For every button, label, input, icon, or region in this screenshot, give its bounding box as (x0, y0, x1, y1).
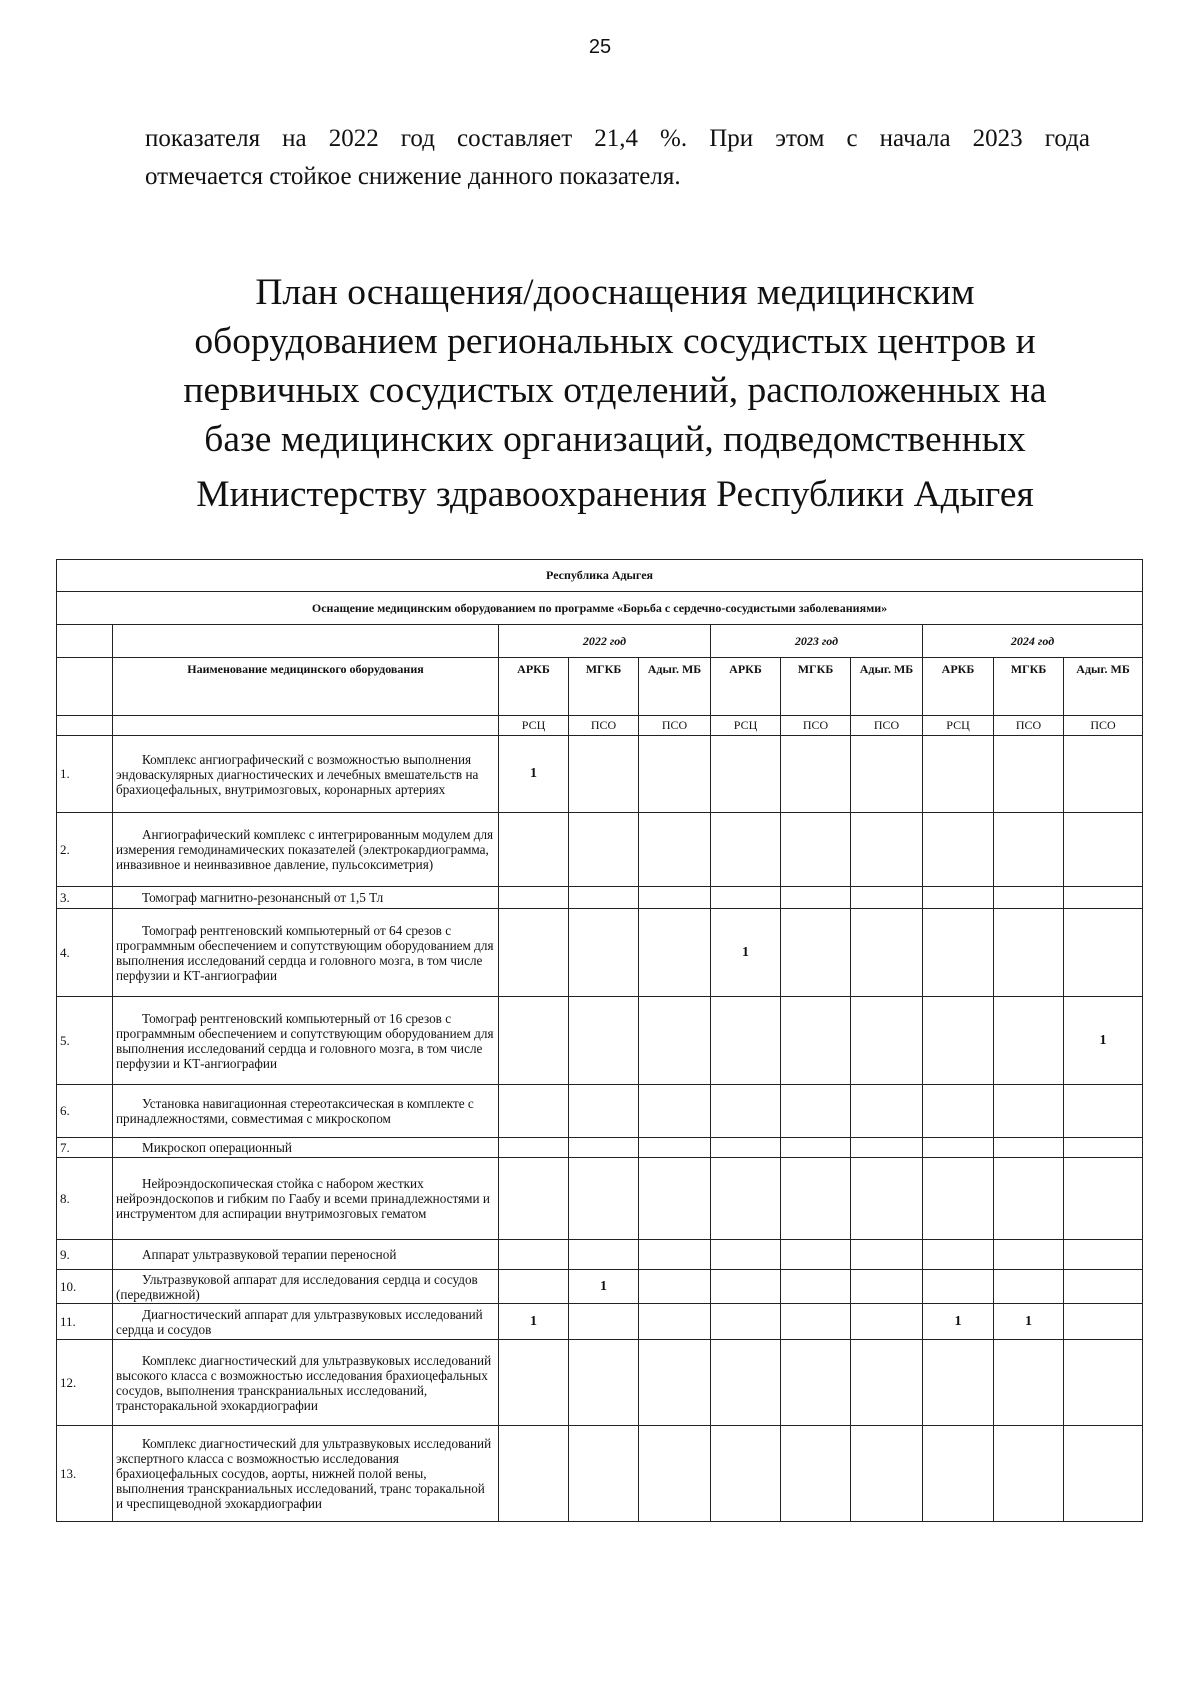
year-2023-header: 2023 год (711, 625, 923, 658)
quantity-cell (994, 1340, 1064, 1426)
quantity-cell (639, 1304, 711, 1340)
type-header: ПСО (781, 716, 851, 736)
equipment-name-header: Наименование медицинского оборудования (113, 658, 499, 716)
years-row (57, 625, 1143, 658)
quantity-cell (639, 1138, 711, 1158)
table-row (57, 909, 1143, 997)
title-line-4: базе медицинских организаций, подведомственных (204, 419, 1026, 460)
quantity-cell (569, 997, 639, 1085)
org-header: МГКБ (781, 658, 851, 716)
quantity-cell (781, 887, 851, 909)
quantity-cell (499, 1158, 569, 1240)
quantity-cell (711, 1240, 781, 1270)
quantity-cell (923, 887, 994, 909)
quantity-cell (923, 909, 994, 997)
quantity-cell: 1 (994, 1304, 1064, 1340)
quantity-cell (499, 1426, 569, 1522)
equipment-table (56, 559, 1143, 1522)
quantity-cell (1064, 1158, 1143, 1240)
table-row (57, 1304, 1143, 1340)
quantity-cell (499, 909, 569, 997)
intro-line-2: отмечается стойкое снижение данного показателя. (145, 163, 681, 190)
quantity-cell (639, 1240, 711, 1270)
quantity-cell (781, 1085, 851, 1138)
quantity-cell (781, 1240, 851, 1270)
equipment-name: Томограф магнитно-резонансный от 1,5 Тл (113, 887, 499, 909)
quantity-cell (781, 1304, 851, 1340)
quantity-cell (1064, 1138, 1143, 1158)
quantity-cell (711, 1340, 781, 1426)
type-header: ПСО (569, 716, 639, 736)
year-2024-header: 2024 год (923, 625, 1143, 658)
quantity-cell (923, 1426, 994, 1522)
quantity-cell (781, 1270, 851, 1304)
quantity-cell (851, 1304, 923, 1340)
quantity-cell (499, 887, 569, 909)
equipment-name: Томограф рентгеновский компьютерный от 64 срезов с программным обеспечением и сопутствующим оборудованием для выполнения исследований сердца и головного мозга, в том числе перфузии и КТ-ангиографии (113, 909, 499, 997)
quantity-cell (994, 887, 1064, 909)
quantity-cell (711, 1270, 781, 1304)
quantity-cell (569, 736, 639, 813)
org-header: МГКБ (994, 658, 1064, 716)
table-row (57, 997, 1143, 1085)
quantity-cell (711, 1426, 781, 1522)
document-title (120, 268, 1110, 519)
intro-line-1: показателя на 2022 год составляет 21,4 %. При этом с начала 2023 года (145, 125, 1090, 152)
quantity-cell (923, 1270, 994, 1304)
quantity-cell (994, 909, 1064, 997)
row-number: 13. (57, 1426, 113, 1522)
equipment-name: Нейроэндоскопическая стойка с набором жестких нейроэндоскопов и гибким по Гаабу и всеми принадлежностями и инструментом для аспирации внутримозговых гематом (113, 1158, 499, 1240)
quantity-cell (569, 1158, 639, 1240)
title-line-2: оборудованием региональных сосудистых центров и (194, 321, 1036, 362)
quantity-cell (711, 1085, 781, 1138)
quantity-cell (851, 813, 923, 887)
quantity-cell (1064, 1304, 1143, 1340)
row-number: 9. (57, 1240, 113, 1270)
quantity-cell (851, 1085, 923, 1138)
equipment-name: Микроскоп операционный (113, 1138, 499, 1158)
table-row (57, 736, 1143, 813)
equipment-name: Комплекс ангиографический с возможностью выполнения эндоваскулярных диагностических и лечебных вмешательств на брахиоцефальных, внутримозговых, коронарных артериях (113, 736, 499, 813)
row-number: 6. (57, 1085, 113, 1138)
quantity-cell (569, 813, 639, 887)
equipment-name: Томограф рентгеновский компьютерный от 16 срезов с программным обеспечением и сопутствующим оборудованием для выполнения исследований сердца и головного мозга, в том числе перфузии и КТ-ангиографии (113, 997, 499, 1085)
equipment-name: Ангиографический комплекс с интегрированным модулем для измерения гемодинамических показателей (электрокардиограмма, инвазивное и неинвазивное давление, пульсоксиметрия) (113, 813, 499, 887)
org-header-row (57, 658, 1143, 716)
org-header: АРКБ (499, 658, 569, 716)
type-header-row (57, 716, 1143, 736)
type-header: РСЦ (923, 716, 994, 736)
quantity-cell (994, 1158, 1064, 1240)
quantity-cell (994, 1240, 1064, 1270)
title-line-5: Министерству здравоохранения Республики Адыгея (196, 474, 1034, 515)
quantity-cell: 1 (1064, 997, 1143, 1085)
table-row (57, 1340, 1143, 1426)
org-header: АРКБ (923, 658, 994, 716)
quantity-cell (994, 1138, 1064, 1158)
quantity-cell (569, 1340, 639, 1426)
quantity-cell (711, 1158, 781, 1240)
equipment-name: Диагностический аппарат для ультразвуковых исследований сердца и сосудов (113, 1304, 499, 1340)
quantity-cell (639, 1340, 711, 1426)
empty-cell (57, 625, 113, 658)
row-number: 12. (57, 1340, 113, 1426)
quantity-cell (923, 736, 994, 813)
quantity-cell (639, 1426, 711, 1522)
quantity-cell (1064, 909, 1143, 997)
table-row (57, 887, 1143, 909)
quantity-cell (499, 1085, 569, 1138)
type-header: ПСО (994, 716, 1064, 736)
quantity-cell (639, 887, 711, 909)
equipment-name: Ультразвуковой аппарат для исследования сердца и сосудов (передвижной) (113, 1270, 499, 1304)
equipment-name: Установка навигационная стереотаксическая в комплекте с принадлежностями, совместимая с микроскопом (113, 1085, 499, 1138)
quantity-cell (994, 1085, 1064, 1138)
row-number: 10. (57, 1270, 113, 1304)
row-number: 3. (57, 887, 113, 909)
quantity-cell (781, 1340, 851, 1426)
quantity-cell (639, 1270, 711, 1304)
quantity-cell: 1 (711, 909, 781, 997)
org-header: Адыг. МБ (851, 658, 923, 716)
quantity-cell (711, 1138, 781, 1158)
quantity-cell (851, 1138, 923, 1158)
quantity-cell (994, 736, 1064, 813)
program-header: Оснащение медицинским оборудованием по программе «Борьба с сердечно-сосудистыми заболеваниями» (57, 592, 1143, 625)
quantity-cell (639, 997, 711, 1085)
row-number: 5. (57, 997, 113, 1085)
quantity-cell: 1 (569, 1270, 639, 1304)
quantity-cell (1064, 736, 1143, 813)
quantity-cell (1064, 1340, 1143, 1426)
quantity-cell (1064, 1426, 1143, 1522)
row-number: 8. (57, 1158, 113, 1240)
quantity-cell (711, 736, 781, 813)
quantity-cell (569, 1304, 639, 1340)
quantity-cell (781, 1158, 851, 1240)
quantity-cell (499, 997, 569, 1085)
quantity-cell (851, 1158, 923, 1240)
quantity-cell (499, 1270, 569, 1304)
quantity-cell (499, 1138, 569, 1158)
year-2022-header: 2022 год (499, 625, 711, 658)
row-number: 2. (57, 813, 113, 887)
quantity-cell (1064, 813, 1143, 887)
empty-cell (113, 625, 499, 658)
org-header: Адыг. МБ (1064, 658, 1143, 716)
org-header: Адыг. МБ (639, 658, 711, 716)
quantity-cell (851, 736, 923, 813)
quantity-cell (994, 813, 1064, 887)
quantity-cell (851, 1270, 923, 1304)
quantity-cell (569, 909, 639, 997)
quantity-cell (851, 997, 923, 1085)
empty-cell (57, 716, 113, 736)
quantity-cell (923, 1138, 994, 1158)
quantity-cell (711, 1304, 781, 1340)
quantity-cell (851, 1340, 923, 1426)
table-row (57, 813, 1143, 887)
table-row (57, 1085, 1143, 1138)
quantity-cell (1064, 1085, 1143, 1138)
row-number: 11. (57, 1304, 113, 1340)
quantity-cell (499, 1340, 569, 1426)
type-header: ПСО (1064, 716, 1143, 736)
quantity-cell (851, 1426, 923, 1522)
quantity-cell (569, 1240, 639, 1270)
type-header: РСЦ (499, 716, 569, 736)
quantity-cell (639, 813, 711, 887)
quantity-cell (851, 1240, 923, 1270)
region-row (57, 560, 1143, 592)
quantity-cell (1064, 887, 1143, 909)
row-number: 4. (57, 909, 113, 997)
table-row (57, 1240, 1143, 1270)
quantity-cell (781, 813, 851, 887)
quantity-cell (923, 1085, 994, 1138)
quantity-cell (923, 1240, 994, 1270)
quantity-cell (851, 909, 923, 997)
quantity-cell: 1 (499, 736, 569, 813)
quantity-cell (923, 813, 994, 887)
equipment-name: Комплекс диагностический для ультразвуковых исследований экспертного класса с возможностью исследования брахиоцефальных сосудов, аорты, нижней полой вены, выполнения транскраниальных исследований, транс торакальной и чреспищеводной эхокардиографии (113, 1426, 499, 1522)
table-row (57, 1138, 1143, 1158)
quantity-cell (1064, 1240, 1143, 1270)
quantity-cell (994, 997, 1064, 1085)
quantity-cell: 1 (923, 1304, 994, 1340)
quantity-cell (923, 997, 994, 1085)
quantity-cell (781, 1138, 851, 1158)
quantity-cell (781, 909, 851, 997)
quantity-cell (639, 909, 711, 997)
quantity-cell (569, 1426, 639, 1522)
table-row (57, 1270, 1143, 1304)
org-header: МГКБ (569, 658, 639, 716)
title-line-1: План оснащения/дооснащения медицинским (255, 272, 975, 313)
quantity-cell (569, 887, 639, 909)
quantity-cell (851, 887, 923, 909)
quantity-cell (639, 736, 711, 813)
quantity-cell (499, 1240, 569, 1270)
region-header: Республика Адыгея (57, 560, 1143, 592)
quantity-cell (994, 1426, 1064, 1522)
quantity-cell: 1 (499, 1304, 569, 1340)
quantity-cell (923, 1340, 994, 1426)
org-header: АРКБ (711, 658, 781, 716)
quantity-cell (569, 1138, 639, 1158)
table-row (57, 1426, 1143, 1522)
quantity-cell (1064, 1270, 1143, 1304)
quantity-cell (994, 1270, 1064, 1304)
program-row (57, 592, 1143, 625)
quantity-cell (781, 997, 851, 1085)
quantity-cell (781, 736, 851, 813)
quantity-cell (923, 1158, 994, 1240)
quantity-cell (711, 813, 781, 887)
type-header: РСЦ (711, 716, 781, 736)
quantity-cell (569, 1085, 639, 1138)
row-number: 7. (57, 1138, 113, 1158)
title-line-3: первичных сосудистых отделений, расположенных на (183, 370, 1047, 411)
page-number: 25 (588, 36, 612, 58)
equipment-name: Комплекс диагностический для ультразвуковых исследований высокого класса с возможностью исследования брахиоцефальных сосудов, выполнения транскраниальных исследований, трансторакальной эхокардиографии (113, 1340, 499, 1426)
intro-paragraph (145, 120, 1090, 196)
quantity-cell (639, 1158, 711, 1240)
quantity-cell (639, 1085, 711, 1138)
type-header: ПСО (851, 716, 923, 736)
type-header: ПСО (639, 716, 711, 736)
quantity-cell (499, 813, 569, 887)
table-row (57, 1158, 1143, 1240)
quantity-cell (711, 997, 781, 1085)
quantity-cell (711, 887, 781, 909)
empty-cell (57, 658, 113, 716)
equipment-name: Аппарат ультразвуковой терапии переносной (113, 1240, 499, 1270)
empty-cell (113, 716, 499, 736)
row-number: 1. (57, 736, 113, 813)
quantity-cell (781, 1426, 851, 1522)
